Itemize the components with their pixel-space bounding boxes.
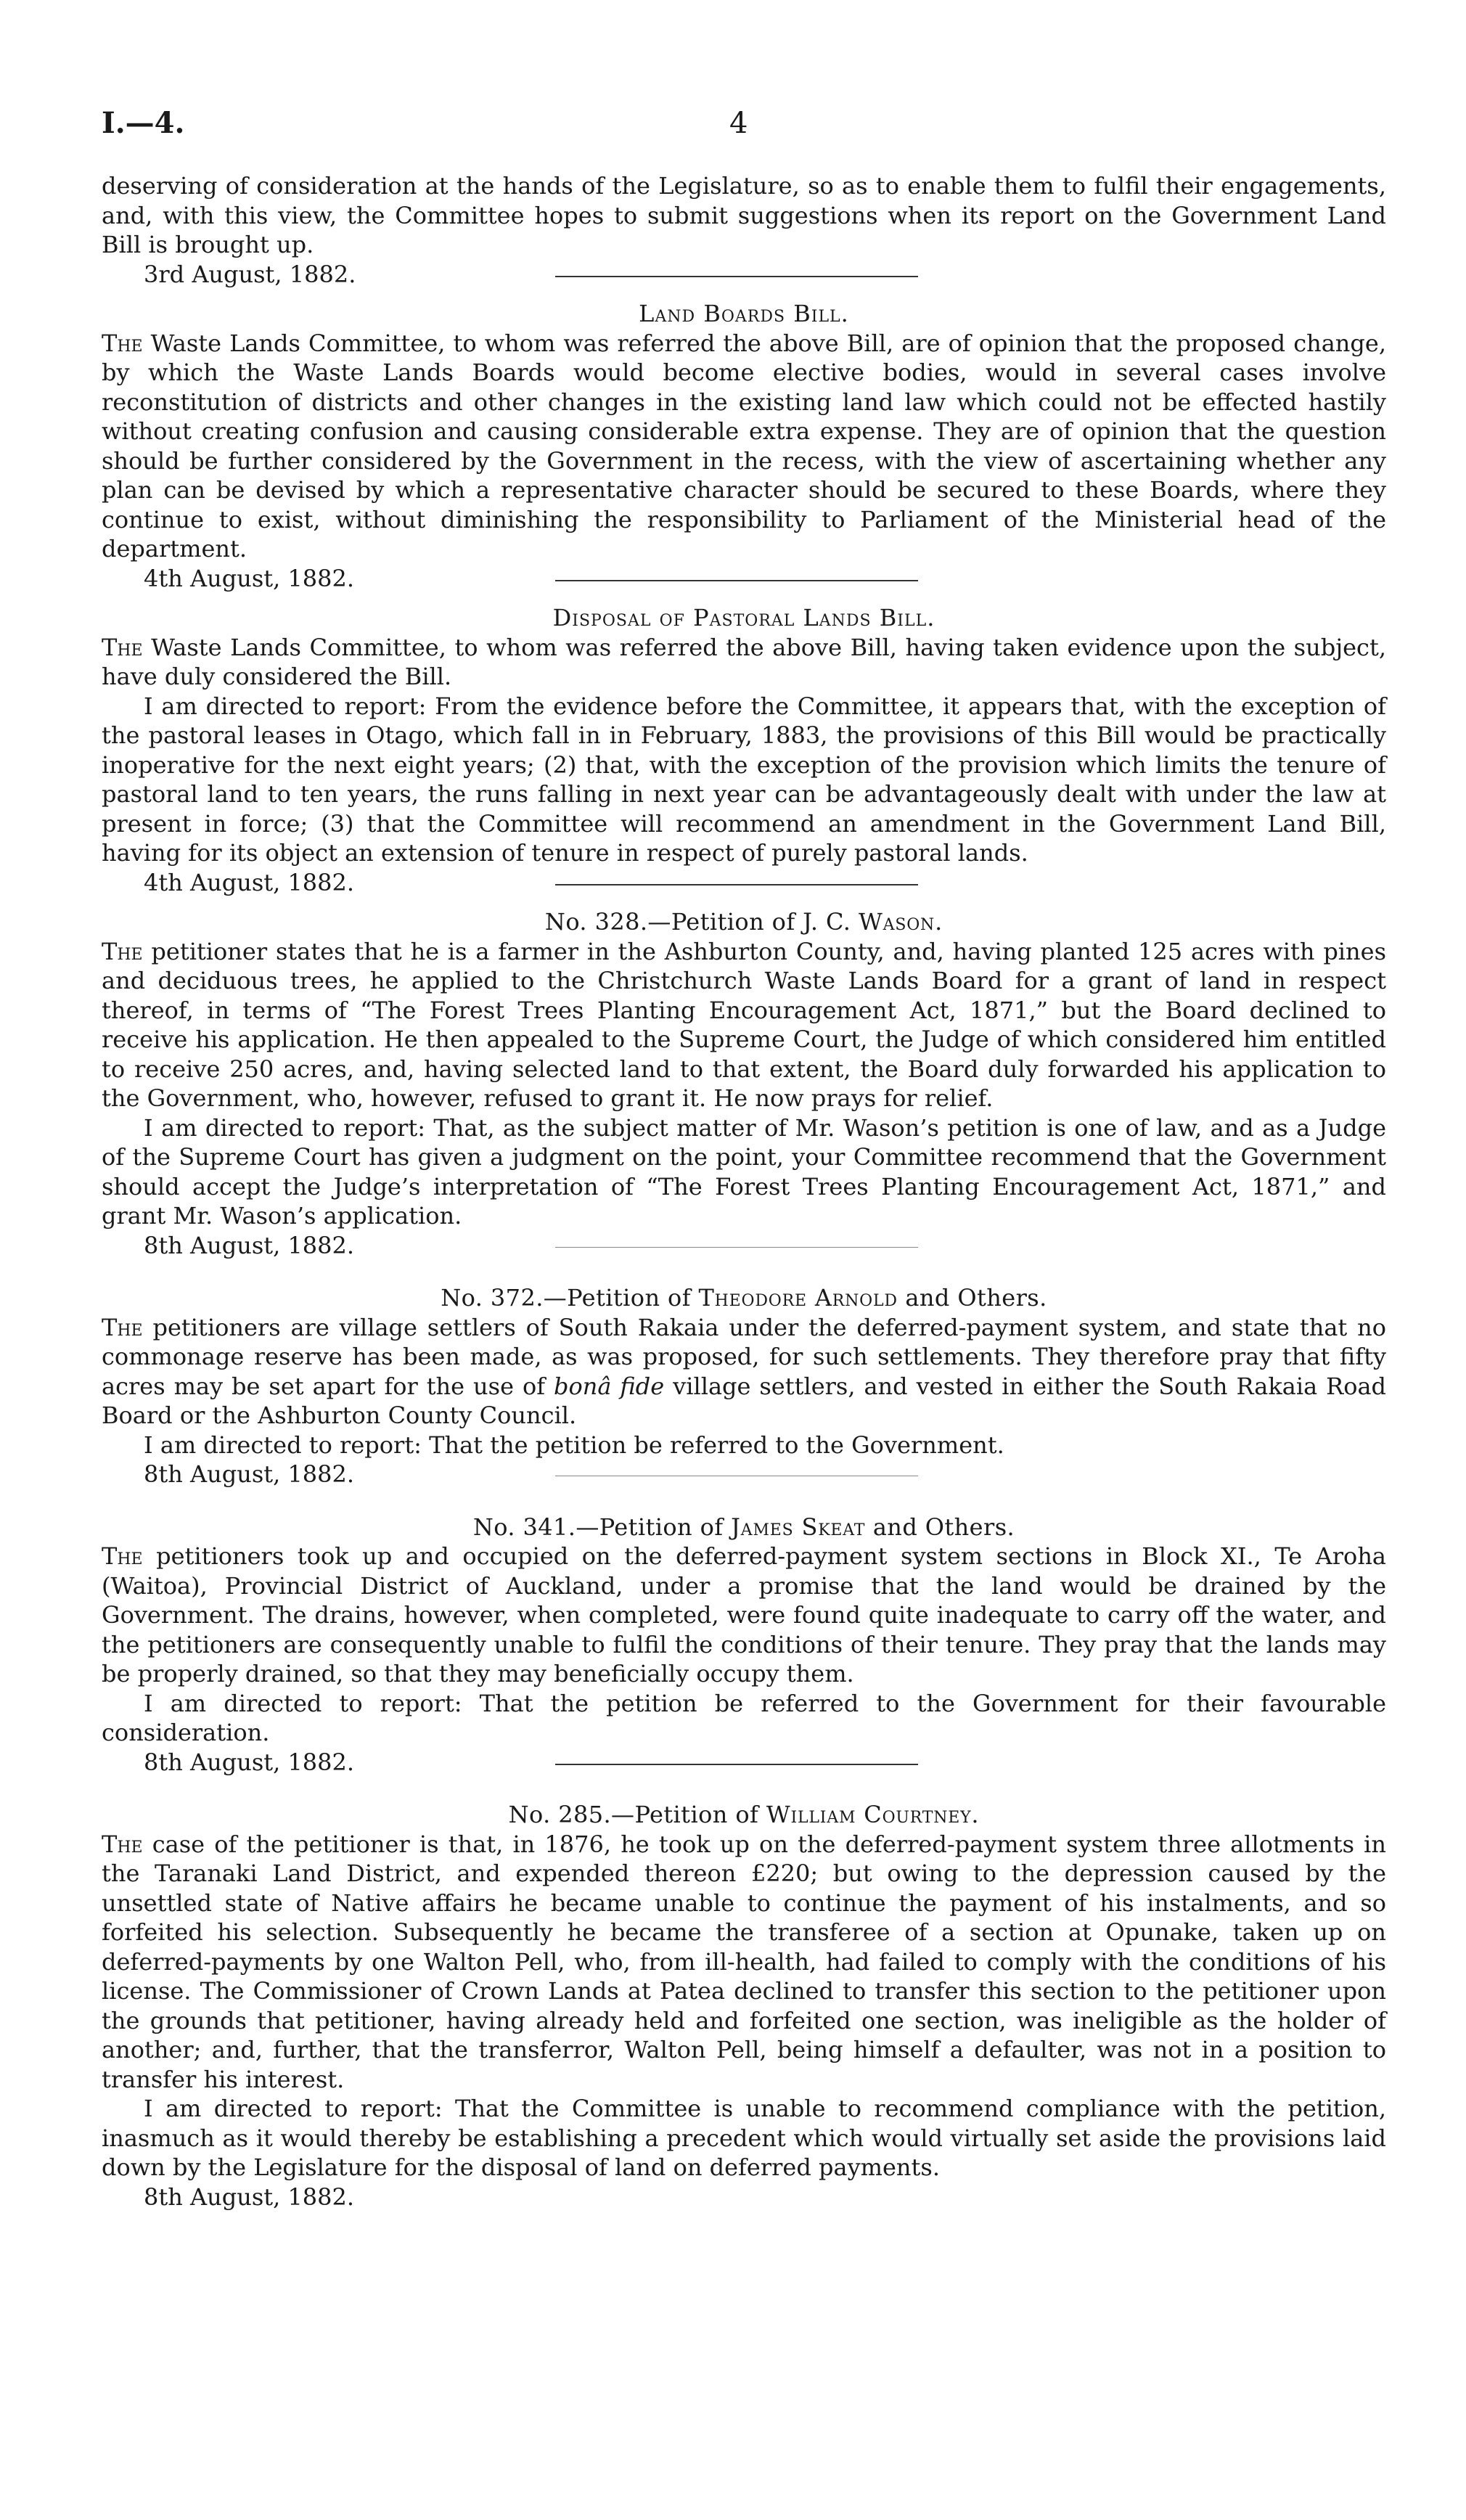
date-line: 8th August, 1882. <box>144 1231 355 1259</box>
date-row <box>102 1460 1386 1489</box>
lead-word: The <box>102 937 143 965</box>
petitioner-name: Theodore Arnold <box>698 1284 898 1312</box>
report-paragraph: I am directed to report: From the evidence before the Committee, it appears that, with the exception of the pastoral leases in Otago, which fall in in February, 1883, the provisions of this Bill would be practically inoperative for the next eight years; (2) that, with the exception of the provision which limits the tenure of pastoral land to ten years, the runs falling in next year can be advantageously dealt with under the law at present in force; (3) that the Committee will recommend an amendment in the Government Land Bill, having for its object an extension of tenure in respect of purely pastoral lands. <box>102 692 1386 867</box>
skeat-petition-section <box>102 1513 1386 1778</box>
section-title: Disposal of Pastoral Lands Bill. <box>552 604 935 631</box>
body-paragraph <box>102 1542 1386 1689</box>
lead-word: The <box>102 1313 143 1341</box>
date-row <box>102 1231 1386 1261</box>
body-text: case of the petitioner is that, in 1876, he took up on the deferred-payment system three allotments in the Taranaki Land District, and expended thereon £220; but owing to the depression caused by the unsettled state of Native affairs he became unable to continue the payment of his instalments, and so forfeited his selection. Subsequently he became the transferee of a section at Opunake, taken up on deferred-payments by one Walton Pell, who, from ill-health, had failed to comply with the conditions of his license. The Commissioner of Crown Lands at Patea declined to transfer this section to the petitioner upon the grounds that petitioner, having already held and forfeited one section, was ineligible as the holder of another; and, further, that the transferror, Walton Pell, being himself a defaulter, was not in a position to transfer his interest. <box>102 1830 1387 2093</box>
lead-word: The <box>102 1542 143 1570</box>
body-text: petitioners took up and occupied on the deferred-payment system sections in Block XI., Te Aroha (Waitoa), Provincial District of Auckland, under a promise that the land would be drained by the Government. The drains, however, when completed, were found quite inadequate to carry off the water, and the petitioners are consequently unable to fulfil the conditions of their tenure. They pray that the lands may be properly drained, so that they may beneficially occupy them. <box>102 1542 1387 1688</box>
section-divider <box>555 580 918 581</box>
date-row <box>102 1748 1386 1778</box>
courtney-petition-section <box>102 1800 1386 2212</box>
intro-paragraph: deserving of consideration at the hands of the Legislature, so as to enable them to fulfil their engagements, and, with this view, the Committee hopes to submit suggestions when its report on the Government Land Bill is brought up. <box>102 172 1386 258</box>
section-title <box>102 1513 1386 1542</box>
section-divider <box>555 1247 918 1248</box>
intro-section <box>102 171 1386 289</box>
body-text: petitioners are village settlers of South Rakaia under the deferred-payment system, and state that no commonage reserve has been made, as was proposed, for such settlements. They therefore pray that fifty acres may be set apart for the use of <box>102 1313 1387 1400</box>
body-paragraph <box>102 633 1386 692</box>
wason-petition-section <box>102 907 1386 1260</box>
body-text: Waste Lands Committee, to whom was referred the above Bill, are of opinion that the proposed change, by which the Waste Lands Boards would become elective bodies, would in several cases involve reconstitution of districts and other changes in the existing land law which could not be effected hastily without creating confusion and causing considerable extra expense. They are of opinion that the question should be further considered by the Government in the recess, with the view of ascertaining whether any plan can be devised by which a representative character should be secured to these Boards, where they continue to exist, without diminishing the responsibility to Parliament of the Ministerial head of the department. <box>102 329 1387 562</box>
date-line: 8th August, 1882. <box>144 2182 355 2211</box>
report-paragraph: I am directed to report: That the Committee is unable to recommend compliance with the petition, inasmuch as it would thereby be establishing a precedent which would virtually set aside the provisions laid down by the Legislature for the disposal of land on deferred payments. <box>102 2095 1386 2181</box>
section-title <box>102 907 1386 937</box>
title-prefix: No. 328.—Petition of J. C. <box>544 908 851 936</box>
section-title <box>102 1800 1386 1830</box>
section-divider <box>555 884 918 885</box>
body-paragraph <box>102 1830 1386 2095</box>
report-paragraph: I am directed to report: That the petition be referred to the Government. <box>144 1431 1004 1459</box>
page-header <box>102 106 1386 161</box>
date-line: 8th August, 1882. <box>144 1460 355 1488</box>
title-prefix: No. 285.—Petition of <box>508 1801 759 1828</box>
italic-phrase: bonâ fide <box>554 1372 665 1400</box>
date-line: 4th August, 1882. <box>144 868 355 896</box>
page-number: 4 <box>729 107 748 140</box>
date-line: 8th August, 1882. <box>144 1748 355 1776</box>
section-title <box>102 1283 1386 1313</box>
date-row <box>102 868 1386 898</box>
body-paragraph <box>102 1313 1386 1431</box>
pastoral-lands-section <box>102 603 1386 897</box>
date-line: 3rd August, 1882. <box>144 260 356 288</box>
title-prefix: No. 341.—Petition of <box>472 1513 724 1541</box>
paper-reference: I.—4. <box>102 106 185 140</box>
lead-word: The <box>102 1830 143 1858</box>
report-paragraph: I am directed to report: That the petition be referred to the Government for their favourable consideration. <box>102 1689 1386 1746</box>
arnold-petition-section <box>102 1283 1386 1489</box>
petitioner-name: William Courtney. <box>766 1801 980 1828</box>
date-line: 4th August, 1882. <box>144 564 355 592</box>
title-prefix: No. 372.—Petition of <box>441 1284 691 1312</box>
report-paragraph: I am directed to report: That, as the subject matter of Mr. Wason’s petition is one of law, and as a Judge of the Supreme Court has given a judgment on the point, your Committee recommend that the Government should accept the Judge’s interpretation of “The Forest Trees Planting Encouragement Act, 1871,” and grant Mr. Wason’s application. <box>102 1113 1386 1230</box>
section-divider <box>555 276 918 277</box>
petitioner-name: James Skeat <box>731 1513 866 1541</box>
body-paragraph <box>102 937 1386 1113</box>
section-divider <box>555 1764 918 1765</box>
date-row <box>102 260 1386 290</box>
section-title: Land Boards Bill. <box>639 300 849 327</box>
title-suffix: and Others. <box>905 1284 1047 1312</box>
date-row <box>102 564 1386 594</box>
lead-word: The <box>102 329 143 357</box>
land-boards-section <box>102 299 1386 593</box>
date-row <box>102 2182 1386 2212</box>
body-text: Waste Lands Committee, to whom was referred the above Bill, having taken evidence upon the subject, have duly considered the Bill. <box>102 633 1387 690</box>
title-suffix: and Others. <box>872 1513 1015 1541</box>
body-paragraph <box>102 329 1386 564</box>
body-text: village settlers, and vested in either the South Rakaia Road Board or the Ashburton County Council. <box>102 1372 1387 1429</box>
body-text: petitioner states that he is a farmer in the Ashburton County, and, having planted 125 acres with pines and deciduous trees, he applied to the Christchurch Waste Lands Board for a grant of land in respect thereof, in terms of “The Forest Trees Planting Encouragement Act, 1871,” but the Board declined to receive his application. He then appealed to the Supreme Court, the Judge of which considered him entitled to receive 250 acres, and, having selected land to that extent, the Board duly forwarded his application to the Government, who, however, refused to grant it. He now prays for relief. <box>102 937 1387 1112</box>
petitioner-name: Wason. <box>858 908 943 936</box>
lead-word: The <box>102 633 143 661</box>
